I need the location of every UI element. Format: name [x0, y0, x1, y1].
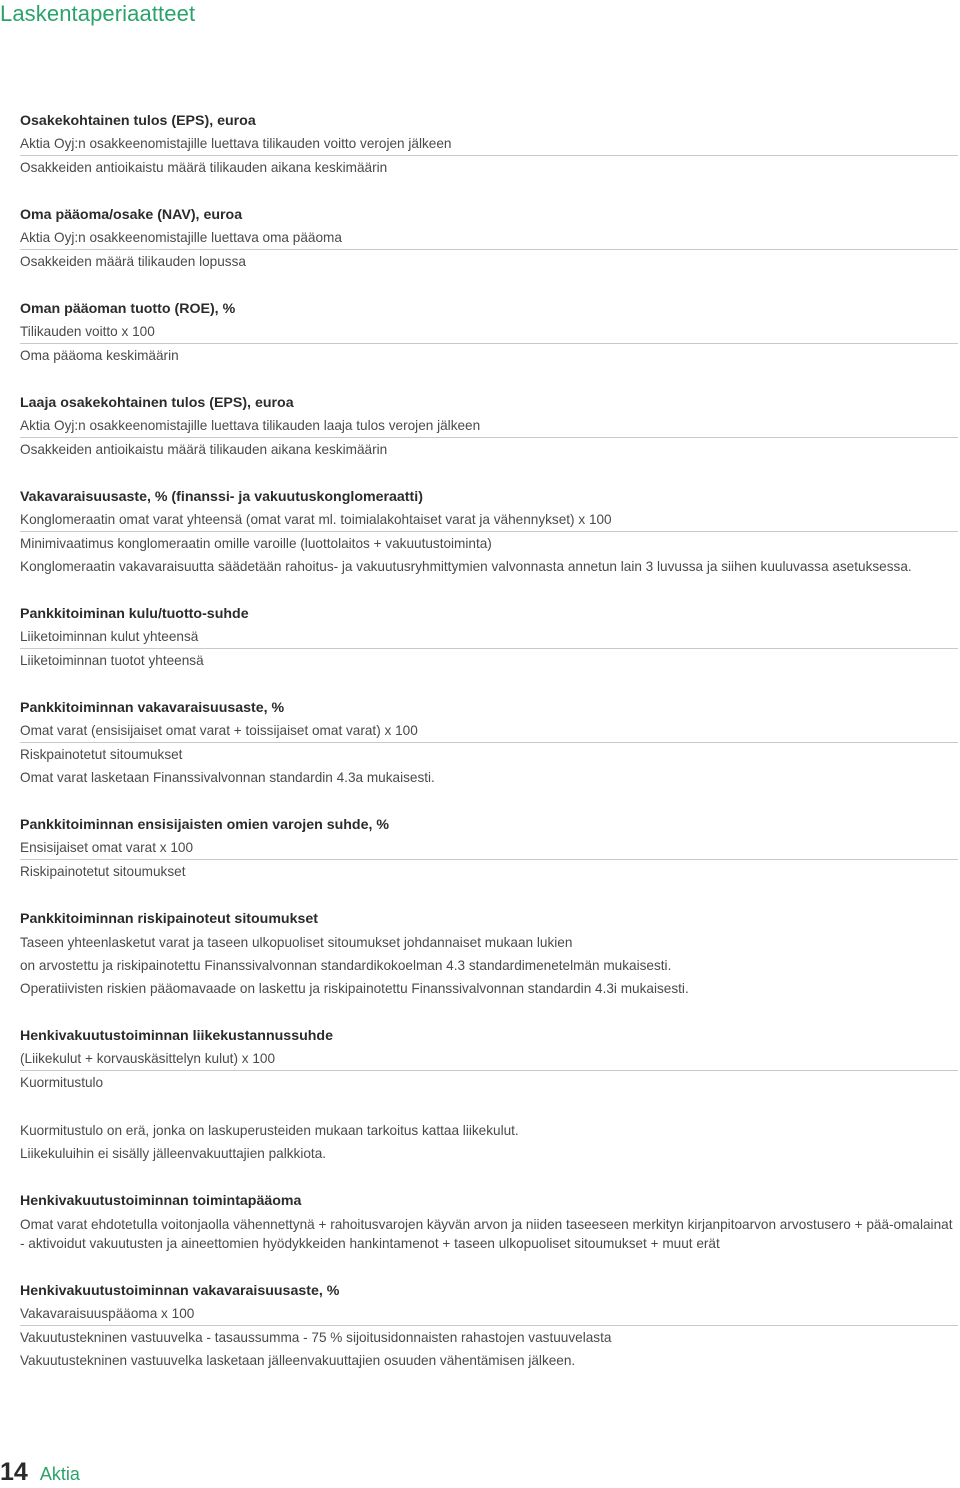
section-title: Henkivakuutustoiminnan toimintapääoma — [20, 1193, 302, 1209]
formula-line: Riskipainotetut sitoumukset — [20, 864, 186, 879]
formula-line: Minimivaatimus konglomeraatin omille varoille (luottolaitos + vakuutustoiminta) — [20, 536, 492, 551]
section-gap — [20, 789, 958, 814]
formula-line: Osakkeiden antioikaistu määrä tilikauden aikana keskimäärin — [20, 160, 388, 175]
formula-section — [20, 814, 958, 883]
formula-numerator: Vakavaraisuuspääoma x 100 — [20, 1303, 958, 1326]
section-title: Henkivakuutustoiminnan liikekustannussuhde — [20, 1028, 333, 1044]
formula-list — [20, 110, 958, 1372]
section-gap — [20, 1165, 958, 1190]
formula-section — [20, 1025, 958, 1165]
formula-line: Liikekuluihin ei sisälly jälleenvakuuttajien palkkiota. — [20, 1146, 327, 1161]
formula-line: Vakuutustekninen vastuuvelka - tasaussumma - 75 % sijoitusidonnaisten rahastojen vastuuvelasta — [20, 1330, 612, 1345]
section-gap — [20, 367, 958, 392]
section-gap — [20, 179, 958, 204]
formula-section — [20, 1280, 958, 1372]
formula-numerator: Konglomeraatin omat varat yhteensä (omat varat ml. toimialakohtaiset varat ja vähennykset) x 100 — [20, 509, 958, 532]
formula-line: Konglomeraatin vakavaraisuutta säädetään rahoitus- ja vakuutusryhmittymien valvonnasta annetun lain 3 luvussa ja siihen kuuluvassa asetuksessa. — [20, 559, 912, 574]
section-gap — [20, 273, 958, 298]
section-gap — [20, 461, 958, 486]
formula-section — [20, 908, 958, 1000]
formula-numerator: Aktia Oyj:n osakkeenomistajille luettava tilikauden laaja tulos verojen jälkeen — [20, 415, 958, 438]
formula-numerator: Aktia Oyj:n osakkeenomistajille luettava oma pääoma — [20, 227, 958, 250]
formula-numerator: Tilikauden voitto x 100 — [20, 321, 958, 344]
formula-section — [20, 298, 958, 367]
formula-line: Riskpainotetut sitoumukset — [20, 747, 183, 762]
section-gap — [20, 578, 958, 603]
section-gap — [20, 672, 958, 697]
formula-line: Kuormitustulo on erä, jonka on laskuperusteiden mukaan tarkoitus kattaa liikekulut. — [20, 1123, 519, 1138]
section-title: Pankkitoiminnan vakavaraisuusaste, % — [20, 700, 285, 716]
formula-line: Omat varat ehdotetulla voitonjaolla vähennettynä + rahoitusvarojen käyvän arvon ja niiden taseeseen merkityn kirjanpitoarvon arvostusero + pää-omalainat - aktivoidut vakuutusten ja aineettomien hyödykkeiden hankintamenot + taseen ulkopuoliset sitoumukset + muut erät — [20, 1217, 953, 1251]
formula-line: Oma pääoma keskimäärin — [20, 348, 179, 363]
brand-name: Aktia — [39, 1464, 80, 1484]
formula-section — [20, 603, 958, 672]
section-gap — [20, 883, 958, 908]
formula-section — [20, 392, 958, 461]
section-title: Oma pääoma/osake (NAV), euroa — [20, 207, 243, 223]
formula-numerator: Ensisijaiset omat varat x 100 — [20, 837, 958, 860]
section-title: Pankkitoiminan kulu/tuotto-suhde — [20, 606, 249, 622]
formula-line: Osakkeiden määrä tilikauden lopussa — [20, 254, 246, 269]
formula-numerator: Aktia Oyj:n osakkeenomistajille luettava tilikauden voitto verojen jälkeen — [20, 133, 958, 156]
section-gap — [20, 1000, 958, 1025]
formula-line: Omat varat lasketaan Finanssivalvonnan standardin 4.3a mukaisesti. — [20, 770, 435, 785]
formula-numerator: Liiketoiminnan kulut yhteensä — [20, 626, 958, 649]
formula-line: Kuormitustulo — [20, 1075, 104, 1090]
page-title: Laskentaperiaatteet — [0, 1, 196, 26]
spacer — [20, 1094, 958, 1119]
formula-line: Operatiivisten riskien pääomavaade on laskettu ja riskipainotettu Finanssivalvonnan standardin 4.3i mukaisesti. — [20, 981, 689, 996]
formula-section — [20, 697, 958, 789]
formula-numerator: (Liikekulut + korvauskäsittelyn kulut) x 100 — [20, 1048, 958, 1071]
section-title: Vakavaraisuusaste, % (finanssi- ja vakuutuskonglomeraatti) — [20, 489, 423, 505]
section-title: Laaja osakekohtainen tulos (EPS), euroa — [20, 395, 294, 411]
section-title: Henkivakuutustoiminnan vakavaraisuusaste, % — [20, 1283, 340, 1299]
formula-section — [20, 110, 958, 179]
formula-line: Vakuutustekninen vastuuvelka lasketaan jälleenvakuuttajien osuuden vähentämisen jälkeen. — [20, 1353, 576, 1368]
formula-numerator: Omat varat (ensisijaiset omat varat + toissijaiset omat varat) x 100 — [20, 720, 958, 743]
section-title: Pankkitoiminnan ensisijaisten omien varojen suhde, % — [20, 817, 389, 833]
section-title: Osakekohtainen tulos (EPS), euroa — [20, 113, 256, 129]
formula-section — [20, 1190, 958, 1255]
formula-section — [20, 486, 958, 578]
formula-line: Osakkeiden antioikaistu määrä tilikauden aikana keskimäärin — [20, 442, 388, 457]
page-footer — [0, 1458, 80, 1488]
page-number: 14 — [0, 1458, 28, 1486]
section-title: Pankkitoiminnan riskipainoteut sitoumukset — [20, 911, 318, 927]
formula-section — [20, 204, 958, 273]
section-gap — [20, 1255, 958, 1280]
formula-line: Taseen yhteenlasketut varat ja taseen ulkopuoliset sitoumukset johdannaiset mukaan lukien — [20, 935, 573, 950]
formula-line: on arvostettu ja riskipainotettu Finanssivalvonnan standardikokoelman 4.3 standardimenetelmän mukaisesti. — [20, 958, 672, 973]
formula-line: Liiketoiminnan tuotot yhteensä — [20, 653, 204, 668]
section-title: Oman pääoman tuotto (ROE), % — [20, 301, 236, 317]
